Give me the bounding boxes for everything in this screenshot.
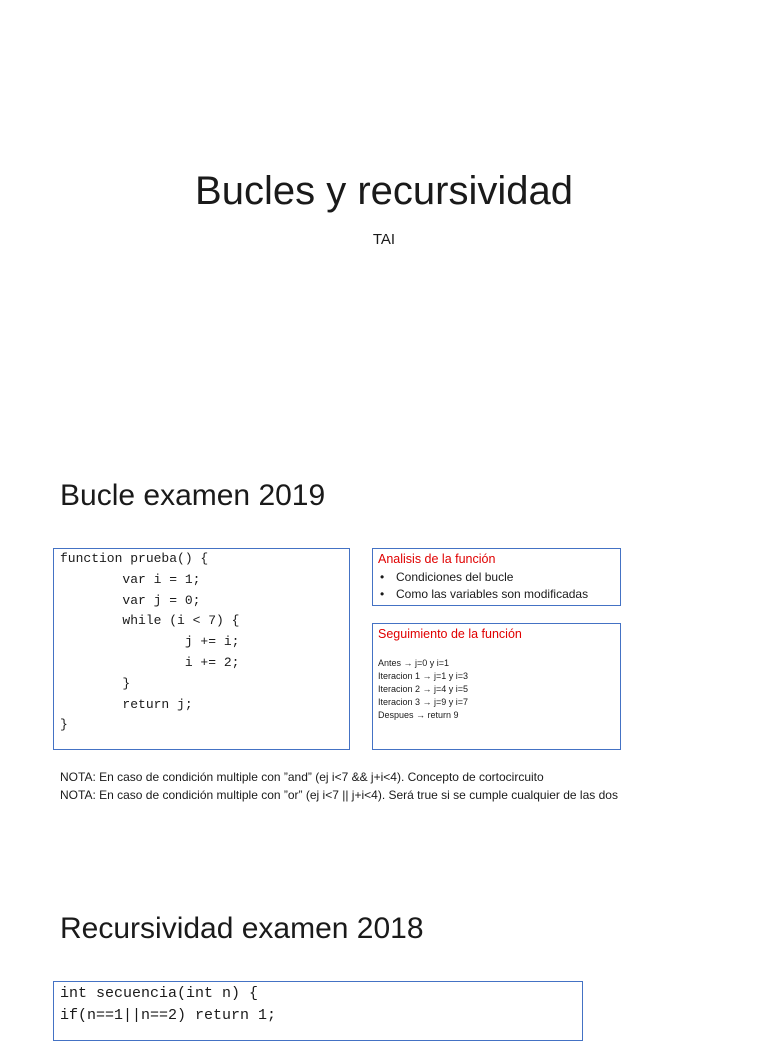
- list-item: Iteracion 1 → j=1 y i=3: [378, 671, 469, 681]
- code-box-bucle: [53, 548, 350, 750]
- analysis-heading: Analisis de la función: [378, 552, 496, 566]
- list-item: Antes → j=0 y i=1: [378, 658, 450, 668]
- trace-list: [378, 657, 615, 722]
- list-item: Iteracion 2 → j=4 y i=5: [378, 684, 469, 694]
- slide-subtitle: TAI: [372, 231, 396, 248]
- trace-box: [372, 623, 621, 750]
- code-block-bucle: function prueba() { var i = 1; var j = 0; while (i < 7) { j += i; i += 2; } return j; }: [60, 551, 240, 733]
- code-block-recursividad: int secuencia(int n) { if(n==1||n==2) return 1;: [60, 985, 277, 1024]
- list-item: • Condiciones del bucle: [378, 569, 615, 586]
- analysis-box: [372, 548, 621, 606]
- code-box-recursividad: [53, 981, 583, 1041]
- trace-heading: Seguimiento de la función: [378, 627, 522, 641]
- list-item: • Como las variables son modificadas: [378, 586, 615, 603]
- slide-title: Bucles y recursividad: [195, 169, 573, 213]
- note-or: NOTA: En caso de condición multiple con ”or” (ej i<7 || j+i<4). Será true si se cumple cualquier de las dos: [60, 788, 618, 802]
- section-heading-bucle: Bucle examen 2019: [60, 479, 326, 512]
- note-and: NOTA: En caso de condición multiple con ”and” (ej i<7 && j+i<4). Concepto de cortocircuito: [60, 770, 544, 784]
- list-item: Despues → return 9: [378, 710, 459, 720]
- list-item: Iteracion 3 → j=9 y i=7: [378, 697, 469, 707]
- analysis-list: [378, 569, 615, 603]
- section-heading-recursividad: Recursividad examen 2018: [60, 912, 424, 945]
